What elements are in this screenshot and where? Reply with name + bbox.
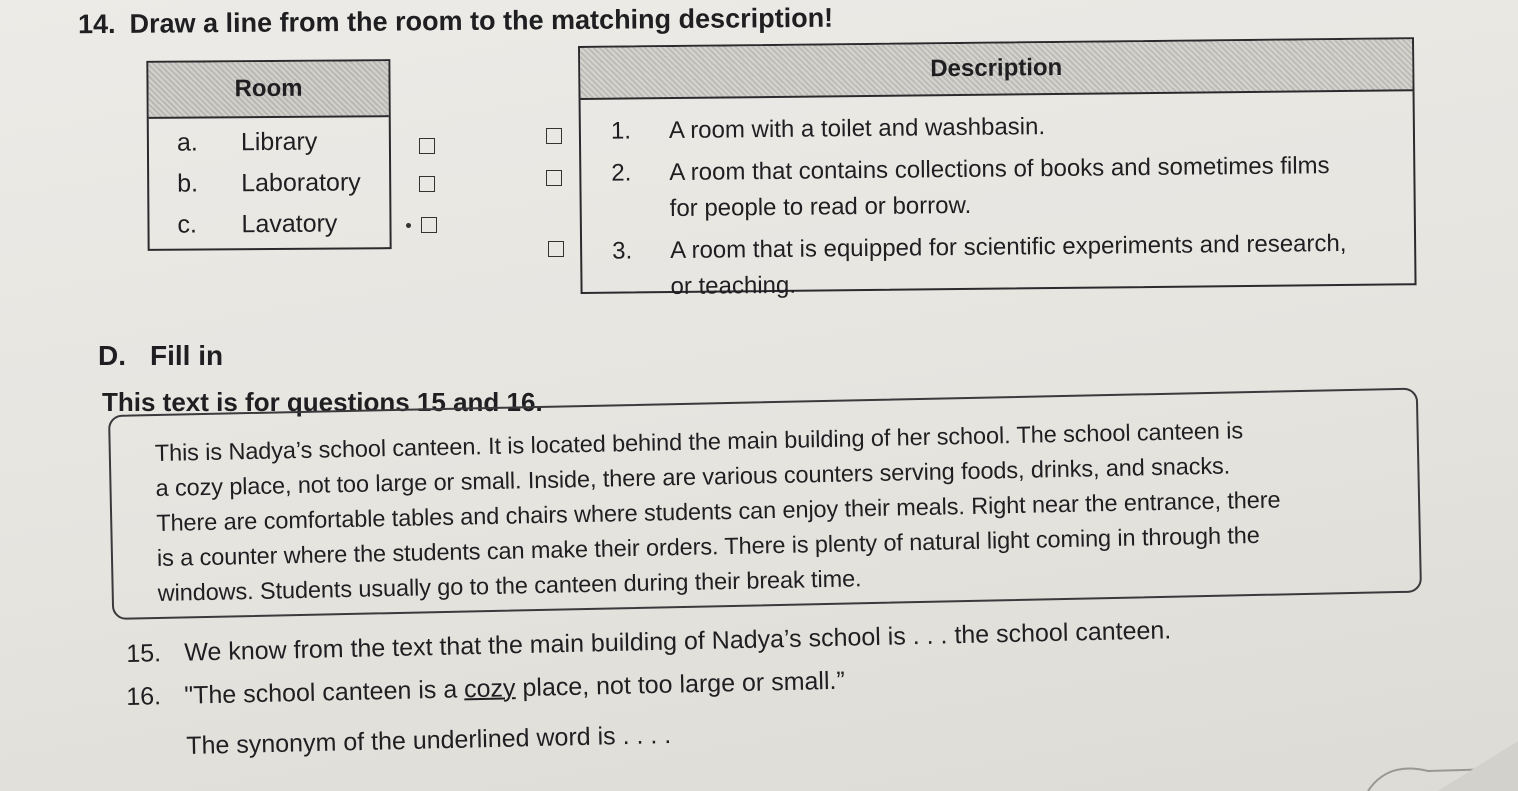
underlined-word: cozy: [463, 674, 516, 704]
room-name: Laboratory: [241, 168, 361, 198]
passage-line: windows. Students usually go to the canteen during their break time.: [157, 565, 862, 606]
room-name: Lavatory: [241, 209, 338, 239]
section-d-heading: [98, 340, 223, 372]
description-item-1: [581, 105, 1413, 145]
passage-text: [154, 410, 1387, 611]
description-match-box-2[interactable]: [546, 170, 562, 186]
question-14-heading: [78, 3, 833, 41]
question-number: 16.: [126, 682, 162, 711]
section-letter: D.: [98, 340, 126, 371]
description-text: A room with a toilet and washbasin.: [668, 113, 1046, 145]
description-table: [578, 37, 1417, 301]
room-table: [146, 59, 391, 251]
room-table-header: Room: [148, 61, 388, 119]
description-text: A room that is equipped for scientific experiments and research,: [670, 229, 1347, 265]
description-number: 3.: [612, 237, 633, 265]
room-name: Library: [240, 127, 318, 157]
question-15: [126, 616, 1171, 669]
room-match-box-a[interactable]: [419, 138, 435, 154]
passage-line: a cozy place, not too large or small. Inside, there are various counters serving foods, drinks, and snacks.: [155, 452, 1231, 502]
room-row-lavatory: [149, 209, 389, 239]
question-number: 15.: [126, 639, 162, 668]
page-corner-decoration: [1318, 731, 1518, 791]
passage-box: [108, 388, 1422, 620]
passage-line: There are comfortable tables and chairs where students can enjoy their meals. Right near the entrance, there: [156, 486, 1281, 537]
question-text-after: place, not too large or small.”: [515, 666, 846, 703]
description-text: for people to read or borrow.: [669, 191, 972, 223]
room-letter: c.: [177, 210, 198, 239]
room-row-laboratory: [149, 168, 389, 198]
question-instruction: Draw a line from the room to the matching description!: [129, 2, 834, 39]
description-number: 1.: [610, 117, 632, 145]
pencil-dot: [406, 223, 411, 228]
question-number: 14.: [77, 8, 116, 40]
question-16: [126, 667, 845, 712]
room-match-box-c[interactable]: [421, 217, 437, 233]
description-text: or teaching.: [670, 271, 797, 301]
passage-line: is a counter where the students can make their orders. There is plenty of natural light coming in through the: [156, 521, 1260, 572]
question-16-prompt: The synonym of the underlined word is . . . .: [186, 720, 672, 760]
description-match-box-1[interactable]: [546, 128, 562, 144]
description-number: 2.: [611, 159, 632, 187]
description-match-box-3[interactable]: [548, 241, 564, 257]
description-text: A room that contains collections of books and sometimes films: [669, 152, 1330, 187]
passage-intro: This text is for questions 15 and 16.: [102, 387, 543, 417]
room-letter: a.: [176, 128, 198, 157]
room-row-library: [149, 127, 389, 157]
room-match-box-b[interactable]: [419, 176, 435, 192]
question-text-before: "The school canteen is a: [183, 675, 465, 710]
passage-line: This is Nadya’s school canteen. It is located behind the main building of her school. The school canteen is: [154, 417, 1244, 467]
description-table-header: Description: [580, 39, 1412, 100]
room-letter: b.: [177, 169, 199, 198]
section-title: Fill in: [150, 340, 224, 371]
question-text: We know from the text that the main building of Nadya’s school is . . . the school canteen.: [183, 616, 1172, 667]
